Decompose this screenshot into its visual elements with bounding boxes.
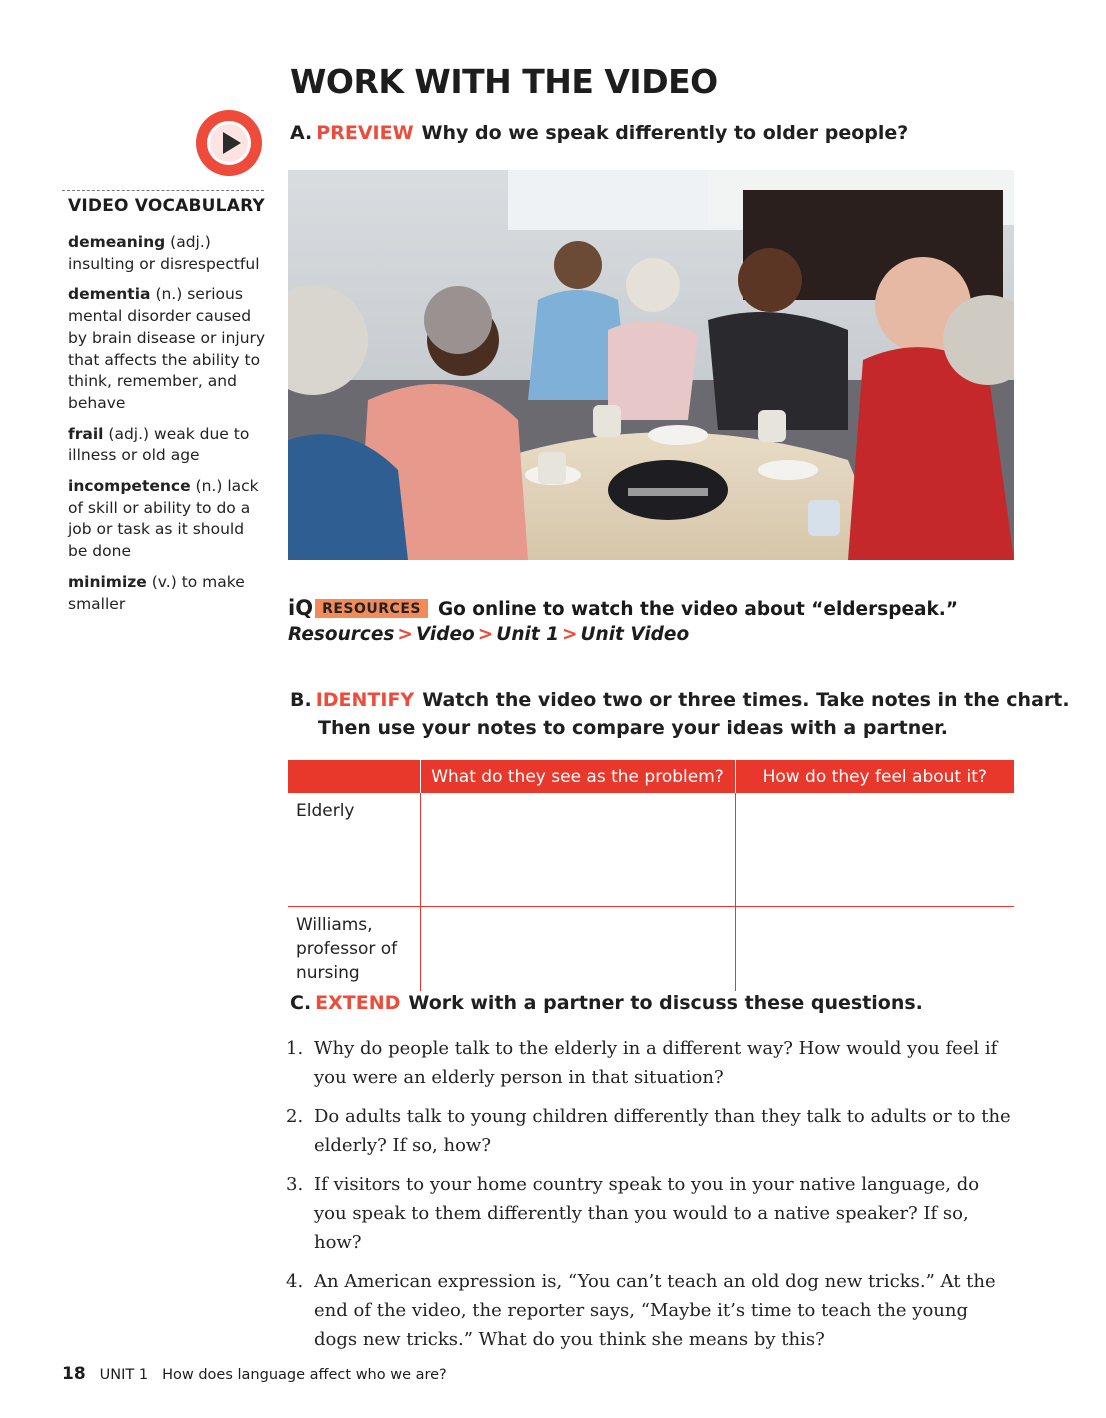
vocab-definition: lack of skill or ability to do a job or task as it should be done <box>68 477 259 561</box>
chart-header-blank <box>288 760 420 793</box>
section-instruction: Why do we speak differently to older people? <box>421 122 909 144</box>
row-label: Williams, professor of nursing <box>296 915 398 983</box>
vocab-definition: insulting or disrespectful <box>68 254 260 273</box>
vocab-pos: (n.) <box>155 285 183 304</box>
chart-header-problem: What do they see as the problem? <box>420 760 735 793</box>
vocab-term: incompetence <box>68 477 191 496</box>
question-number: 2. <box>286 1106 304 1127</box>
section-keyword: EXTEND <box>315 992 401 1014</box>
section-c-heading <box>290 992 923 1014</box>
section-letter: C. <box>290 992 312 1014</box>
section-keyword: PREVIEW <box>316 122 414 144</box>
vocab-pos: (adj.) <box>108 424 150 443</box>
vocab-heading: VIDEO VOCABULARY <box>68 196 265 216</box>
notes-cell[interactable] <box>420 907 735 992</box>
list-item <box>286 1102 1016 1160</box>
page-title: WORK WITH THE VIDEO <box>290 62 718 101</box>
notes-cell[interactable] <box>735 793 1014 907</box>
table-row <box>288 793 1014 907</box>
section-letter: A. <box>290 122 313 144</box>
page-footer <box>62 1364 447 1384</box>
vocab-entry <box>68 572 268 615</box>
discussion-questions <box>286 1034 1016 1364</box>
section-a-heading <box>290 122 908 144</box>
question-text: Do adults talk to young children differently than they talk to adults or to the elderly? If so, how? <box>314 1106 1011 1156</box>
unit-label: UNIT 1 <box>99 1367 149 1383</box>
section-b-heading <box>290 686 1070 742</box>
notes-cell[interactable] <box>420 793 735 907</box>
chart-header-feelings: How do they feel about it? <box>735 760 1014 793</box>
vocab-definition: weak due to illness or old age <box>68 424 250 465</box>
list-item <box>286 1034 1016 1092</box>
section-instruction-line2: Then use your notes to compare your ideas with a partner. <box>318 717 949 739</box>
video-still-photo <box>288 170 1014 560</box>
vocab-term: frail <box>68 424 104 443</box>
iq-logo: iQ <box>288 596 314 620</box>
row-label: Elderly <box>288 793 420 907</box>
vocab-entry <box>68 424 268 467</box>
play-video-icon[interactable] <box>194 108 264 178</box>
breadcrumb-item[interactable]: Unit 1 <box>496 624 559 645</box>
breadcrumb-item[interactable]: Video <box>415 624 475 645</box>
resources-breadcrumb <box>288 624 689 645</box>
breadcrumb-item[interactable]: Unit Video <box>580 624 690 645</box>
question-text: Why do people talk to the elderly in a different way? How would you feel if you were an elderly person in that situation? <box>314 1038 998 1088</box>
question-text: If visitors to your home country speak to you in your native language, do you speak to them differently than you would to a native speaker? If so, how? <box>314 1174 980 1253</box>
breadcrumb-separator-icon: > <box>477 624 494 645</box>
page-number: 18 <box>62 1364 86 1384</box>
resources-text: Go online to watch the video about “elderspeak.” <box>437 599 958 620</box>
vocab-divider <box>62 190 264 191</box>
vocab-entry <box>68 476 268 563</box>
section-instruction-line1: Watch the video two or three times. Take notes in the chart. <box>422 689 1070 711</box>
unit-question: How does language affect who we are? <box>162 1367 447 1383</box>
vocab-definition: serious mental disorder caused by brain disease or injury that affects the ability to think, remember, and behave <box>68 285 266 412</box>
vocab-pos: (adj.) <box>170 233 211 251</box>
breadcrumb-item[interactable]: Resources <box>288 624 395 645</box>
breadcrumb-separator-icon: > <box>397 624 413 645</box>
list-item <box>286 1267 1016 1354</box>
list-item <box>286 1170 1016 1257</box>
question-number: 3. <box>286 1174 304 1195</box>
vocab-pos: (v.) <box>151 572 177 591</box>
breadcrumb-separator-icon: > <box>562 624 578 645</box>
vocab-term: dementia <box>68 285 151 304</box>
vocab-entry <box>68 232 268 275</box>
notes-chart <box>288 760 1014 991</box>
vocab-pos: (n.) <box>195 477 223 496</box>
vocab-term: minimize <box>68 572 147 591</box>
vocab-entry <box>68 284 268 414</box>
resources-badge[interactable]: RESOURCES <box>315 599 428 618</box>
question-number: 1. <box>286 1038 304 1059</box>
vocab-term: demeaning <box>68 233 166 251</box>
section-instruction: Work with a partner to discuss these questions. <box>408 992 923 1014</box>
question-number: 4. <box>286 1271 304 1292</box>
notes-cell[interactable] <box>735 907 1014 992</box>
section-letter: B. <box>290 689 312 711</box>
vocab-definition: to make smaller <box>68 572 245 613</box>
table-row <box>288 907 1014 992</box>
vocab-list <box>68 232 268 624</box>
question-text: An American expression is, “You can’t teach an old dog new tricks.” At the end of the video, the reporter says, “Maybe it’s time to teach the young dogs new tricks.” What do you think she means by this? <box>314 1271 996 1350</box>
section-keyword: IDENTIFY <box>315 689 415 711</box>
resources-line <box>288 596 958 620</box>
